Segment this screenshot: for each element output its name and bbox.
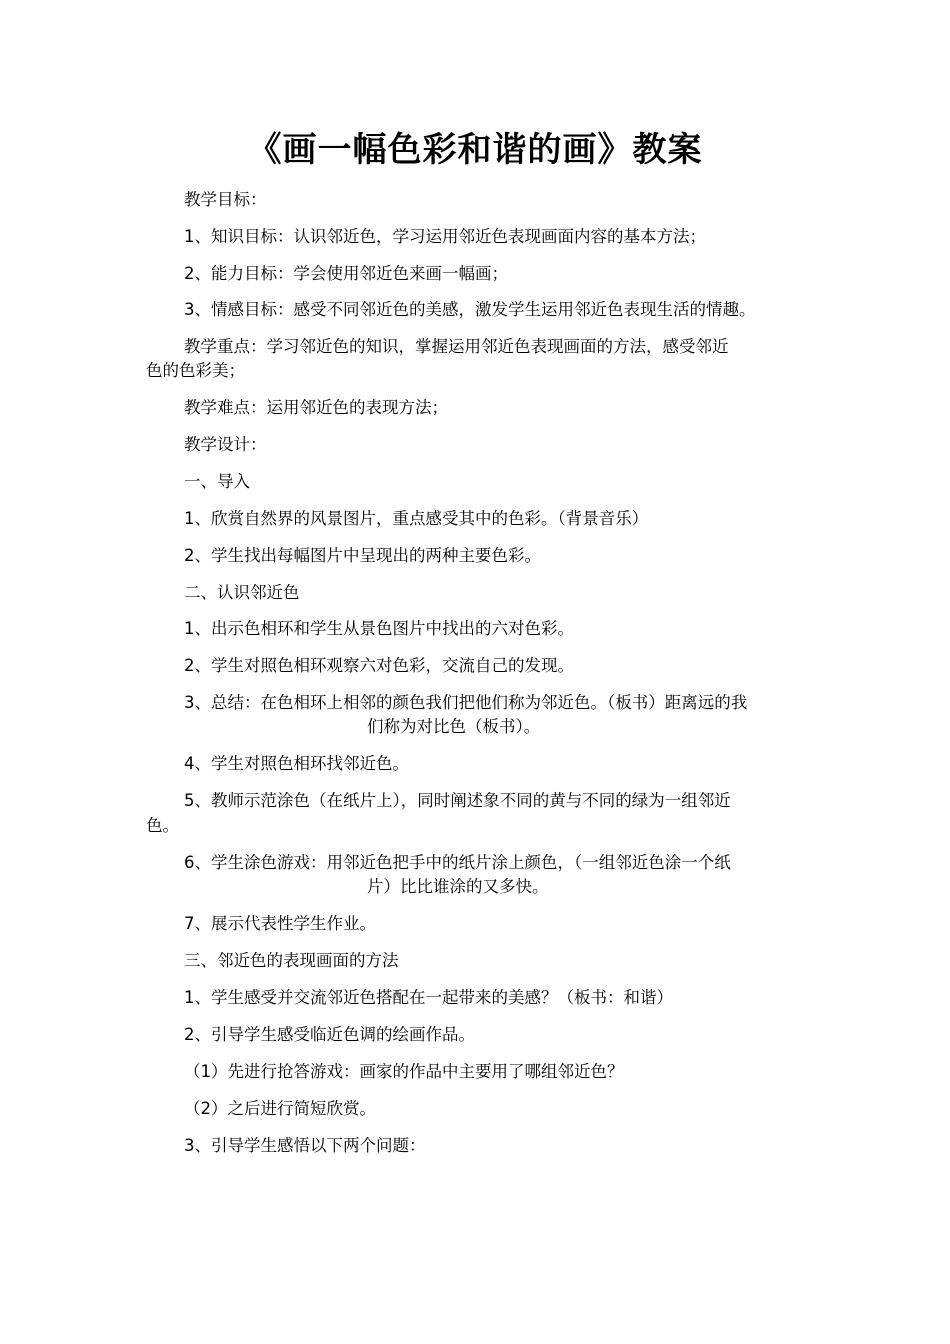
section-heading: 教学目标： [184, 190, 267, 209]
paragraph: 1、出示色相环和学生从景色图片中找出的六对色彩。 [184, 619, 574, 638]
paragraph: 5、教师示范涂色（在纸片上），同时阐述象不同的黄与不同的绿为一组邻近 [184, 791, 731, 810]
paragraph: 3、情感目标：感受不同邻近色的美感，激发学生运用邻近色表现生活的情趣。 [184, 300, 756, 319]
paragraph: 4、学生对照色相环找邻近色。 [184, 754, 409, 773]
paragraph-continuation: 片）比比谁涂的又多快。 [367, 877, 549, 896]
paragraph: 2、能力目标：学会使用邻近色来画一幅画； [184, 264, 508, 283]
paragraph: 6、学生涂色游戏：用邻近色把手中的纸片涂上颜色，（一组邻近色涂一个纸 [184, 853, 731, 872]
paragraph: 教学难点：运用邻近色的表现方法； [184, 398, 448, 417]
paragraph: （1）先进行抢答游戏：画家的作品中主要用了哪组邻近色？ [184, 1062, 624, 1081]
paragraph: 2、引导学生感受临近色调的绘画作品。 [184, 1025, 475, 1044]
section-heading: 三、邻近色的表现画面的方法 [184, 951, 399, 970]
section-heading: 一、导入 [184, 472, 250, 491]
paragraph: 2、学生找出每幅图片中呈现出的两种主要色彩。 [184, 546, 541, 565]
paragraph: 教学重点：学习邻近色的知识，掌握运用邻近色表现画面的方法，感受邻近 [184, 337, 729, 356]
paragraph: （2）之后进行简短欣赏。 [184, 1099, 376, 1118]
paragraph-continuation: 色。 [146, 816, 179, 835]
paragraph-continuation: 们称为对比色（板书）。 [367, 717, 541, 736]
document-title: 《画一幅色彩和谐的画》教案 [247, 130, 703, 170]
paragraph: 2、学生对照色相环观察六对色彩，交流自己的发现。 [184, 656, 574, 675]
paragraph: 1、知识目标：认识邻近色，学习运用邻近色表现画面内容的基本方法； [184, 227, 706, 246]
paragraph: 7、展示代表性学生作业。 [184, 914, 376, 933]
paragraph: 3、总结：在色相环上相邻的颜色我们把他们称为邻近色。（板书）距离远的我 [184, 693, 748, 712]
paragraph-continuation: 色的色彩美； [146, 361, 245, 380]
section-heading: 二、认识邻近色 [184, 583, 300, 602]
paragraph: 1、欣赏自然界的风景图片，重点感受其中的色彩。（背景音乐） [184, 509, 649, 528]
paragraph: 1、学生感受并交流邻近色搭配在一起带来的美感？（板书：和谐） [184, 988, 673, 1007]
section-heading: 教学设计： [184, 435, 267, 454]
paragraph: 3、引导学生感悟以下两个问题： [184, 1136, 426, 1155]
